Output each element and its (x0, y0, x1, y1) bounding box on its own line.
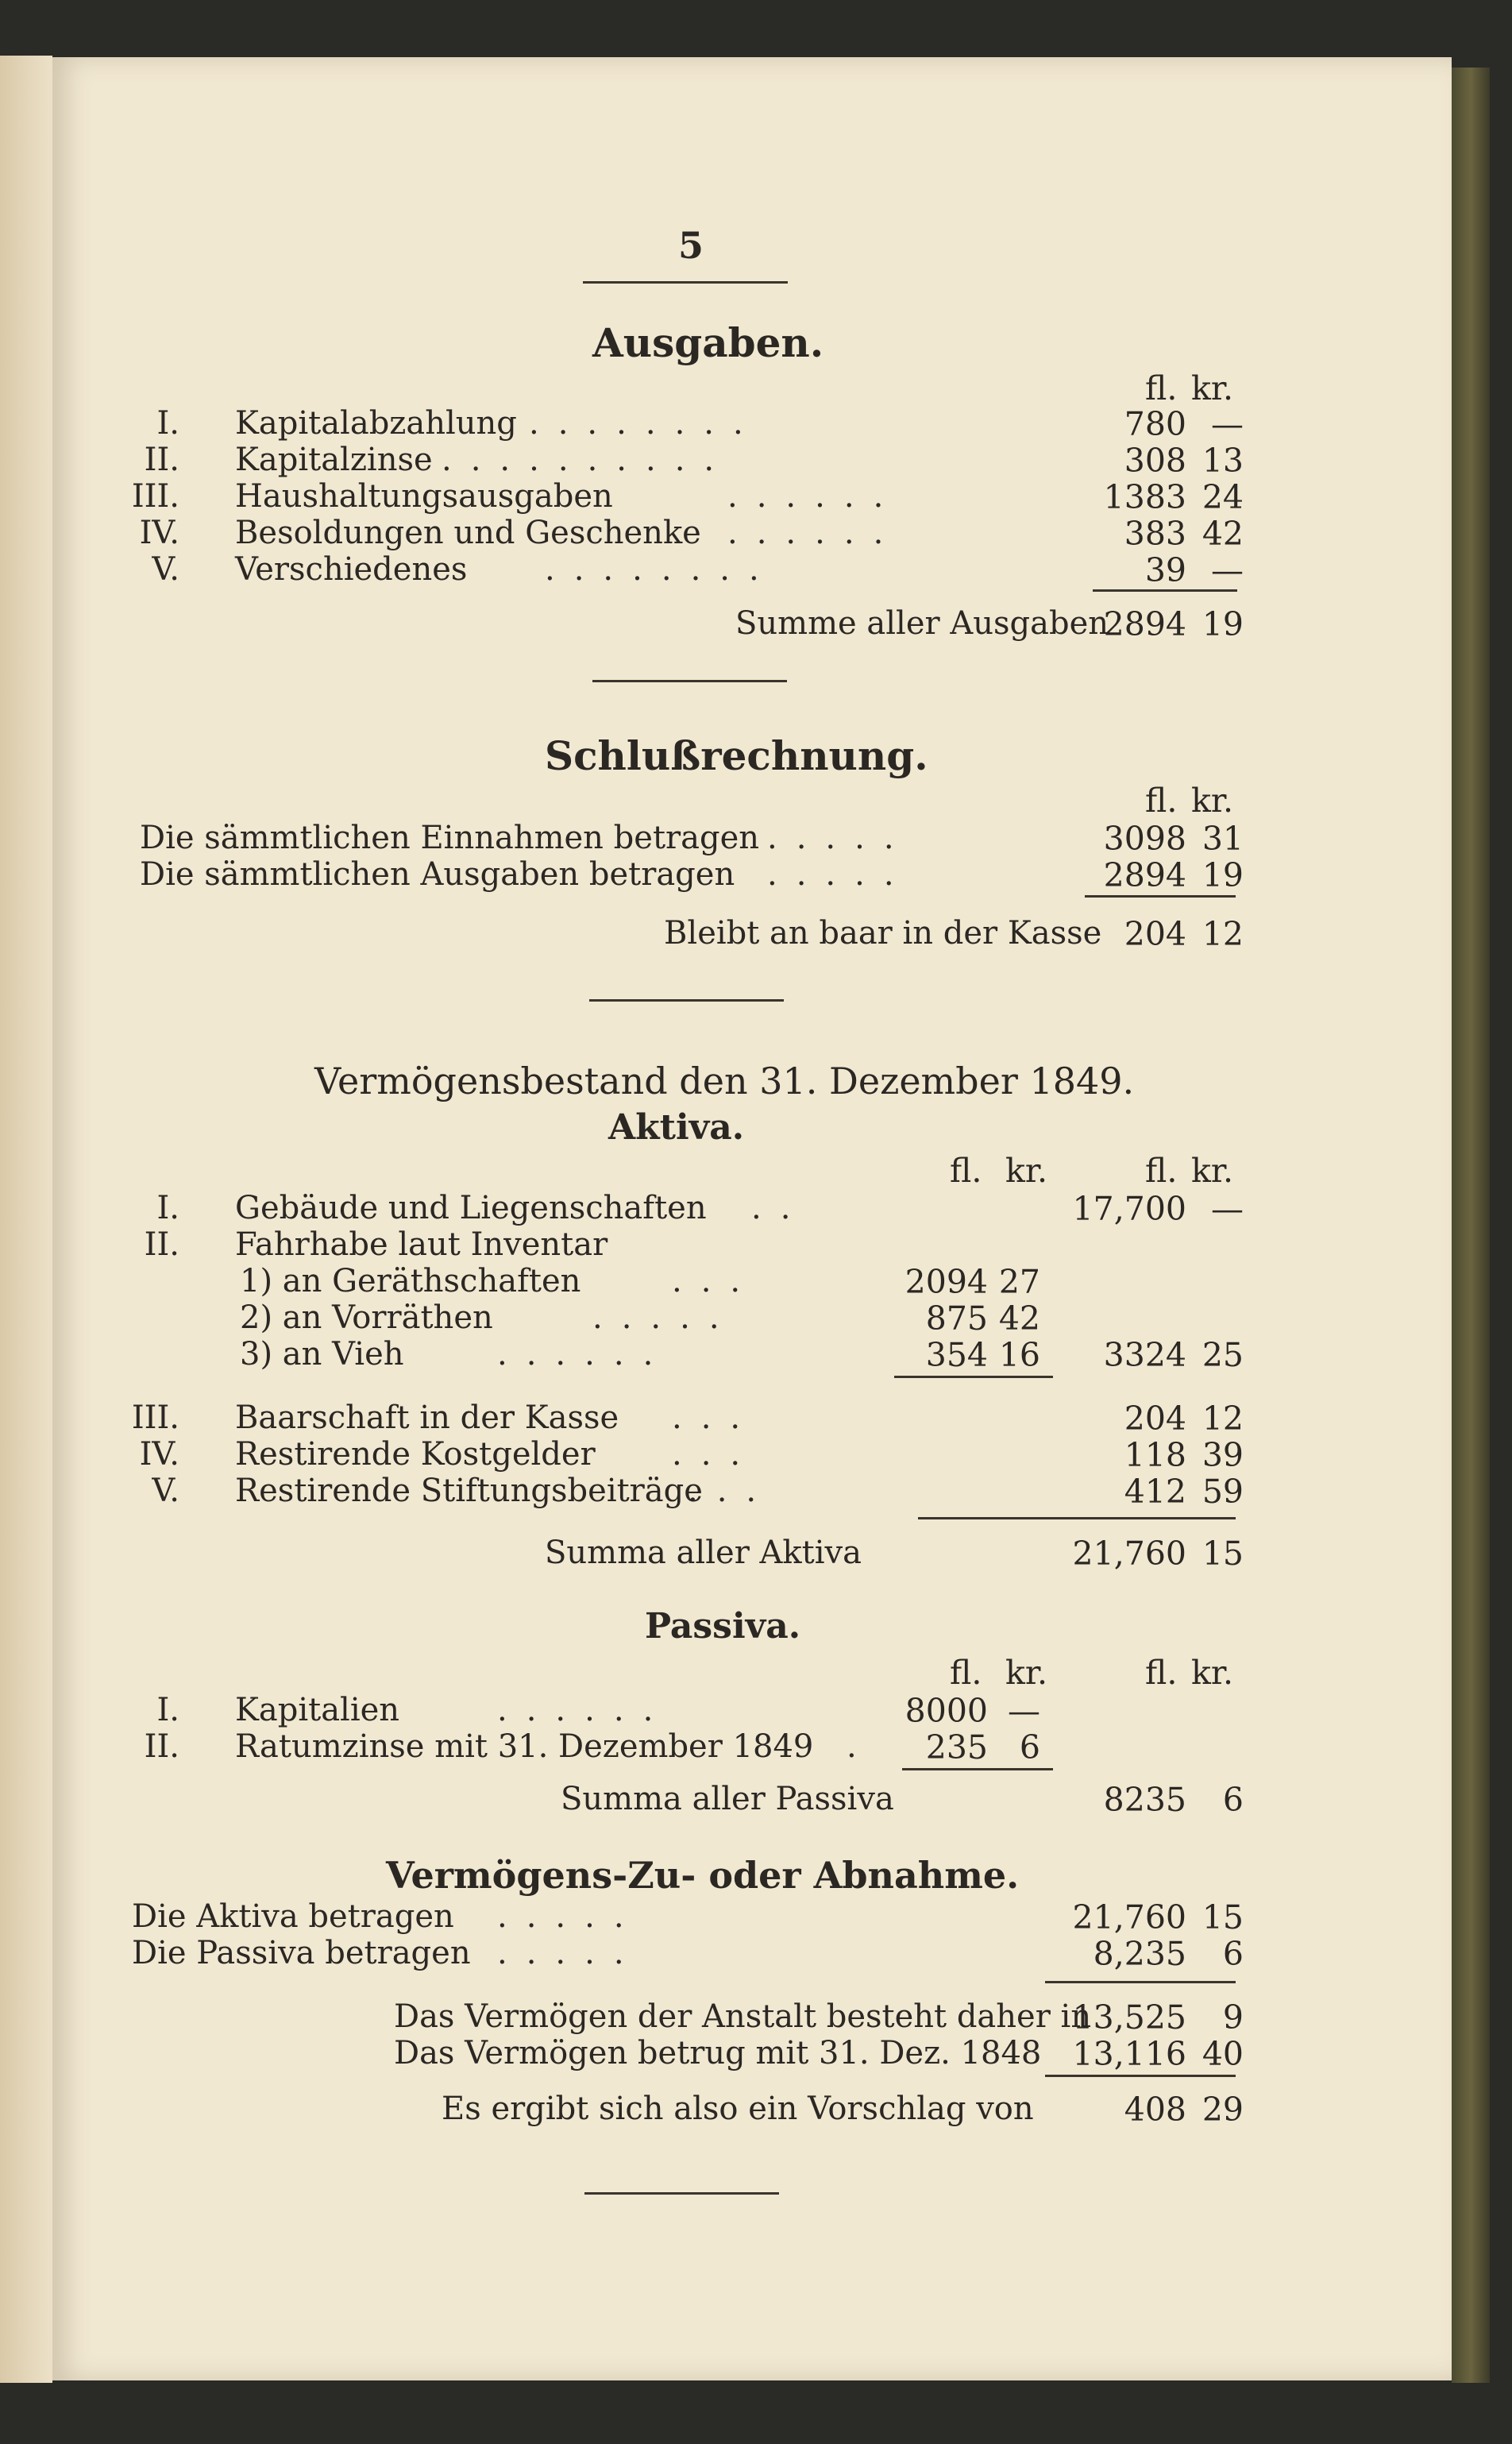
row-label: Kapitalien (235, 1692, 400, 1728)
row-kr: 6 (1222, 1935, 1244, 1973)
row-kr: 42 (1202, 515, 1244, 553)
bleibt-kr: 12 (1202, 915, 1244, 953)
unit-kr: kr. (1191, 782, 1233, 820)
subtotal-fl: 3324 (1103, 1336, 1186, 1374)
page-number: 5 (678, 224, 704, 267)
subtotal-rule (894, 1376, 1053, 1378)
row-num: III. (131, 478, 179, 515)
sum-label: Summe aller Ausgaben (735, 605, 1109, 642)
sum-rule (1085, 895, 1236, 898)
divider (589, 999, 784, 1002)
vermoegen-besteht-label: Das Vermögen der Anstalt besteht daher in (394, 1998, 1092, 2035)
row-label: Ratumzinse mit 31. Dezember 1849 (235, 1728, 814, 1765)
row-kr: — (1211, 405, 1244, 443)
row-kr: — (1211, 551, 1244, 589)
divider (592, 680, 787, 682)
unit-kr: kr. (1191, 1152, 1233, 1190)
row-fl: 13,525 (1072, 1998, 1186, 2037)
row-fl: 204 (1124, 1400, 1186, 1438)
row-label: Die sämmtlichen Einnahmen betragen (140, 820, 760, 856)
leader-dots: .. (751, 1190, 810, 1226)
divider (584, 2192, 779, 2195)
row-num: I. (156, 1190, 179, 1226)
row-fl: 3098 (1103, 820, 1186, 858)
row-kr: 27 (998, 1263, 1040, 1301)
row-fl: 383 (1124, 515, 1186, 553)
sum-rule (1045, 1981, 1236, 1983)
leader-dots: ........ (529, 405, 762, 442)
row-kr: 39 (1202, 1436, 1244, 1474)
sum-rule (1045, 2075, 1236, 2077)
row-kr: 9 (1222, 1998, 1244, 2037)
vorschlag-label: Es ergibt sich also ein Vorschlag von (442, 2091, 1034, 2127)
row-num: V. (152, 551, 179, 588)
bleibt-fl: 204 (1124, 915, 1186, 953)
row-fl: 412 (1124, 1473, 1186, 1511)
row-label: 3) an Vieh (240, 1336, 404, 1373)
sum-rule (1093, 589, 1237, 592)
leader-dots: ... (672, 1400, 760, 1436)
subtotal-kr: 25 (1202, 1336, 1244, 1374)
row-kr: 29 (1202, 2091, 1244, 2129)
unit-kr: kr. (1005, 1654, 1047, 1692)
row-label: Die sämmtlichen Ausgaben betragen (140, 856, 735, 893)
row-fl: 13,116 (1072, 2035, 1186, 2073)
book-page (52, 57, 1452, 2380)
sum-rule (918, 1517, 1236, 1519)
row-num: III. (131, 1400, 179, 1436)
leader-dots: ..... (497, 1898, 643, 1935)
row-fl: 2094 (904, 1263, 988, 1301)
row-kr: 19 (1202, 856, 1244, 894)
leader-dots: ...... (497, 1336, 673, 1373)
row-label: Verschiedenes (235, 551, 468, 588)
row-label: Haushaltungsausgaben (235, 478, 613, 515)
leader-dots: ...... (727, 478, 903, 515)
row-fl: 21,760 (1072, 1898, 1186, 1936)
leader-dots: ..... (592, 1299, 739, 1336)
leader-dots: ... (672, 1263, 760, 1299)
row-label: Kapitalzinse (235, 442, 433, 478)
row-label: Restirende Kostgelder (235, 1436, 596, 1473)
row-kr: 40 (1202, 2035, 1244, 2073)
row-kr: 13 (1202, 442, 1244, 480)
row-fl: 118 (1124, 1436, 1186, 1474)
row-num: II. (144, 442, 179, 478)
row-label: Die Passiva betragen (132, 1935, 471, 1971)
sum-fl: 8235 (1103, 1781, 1186, 1819)
row-fl: 780 (1124, 405, 1186, 443)
row-fl: 8000 (904, 1692, 988, 1730)
leader-dots: ..... (767, 820, 913, 856)
leader-dots: ...... (727, 515, 903, 551)
section-title-vermoegens-zu-abnahme: Vermögens-Zu- oder Abnahme. (386, 1854, 1020, 1897)
row-num: I. (156, 405, 179, 442)
unit-fl: fl. (1145, 1654, 1178, 1692)
bleibt-label: Bleibt an baar in der Kasse (664, 915, 1102, 952)
section-title-schlussrechnung: Schlußrechnung. (545, 732, 928, 779)
row-fl: 408 (1124, 2091, 1186, 2129)
book-spine (1452, 68, 1490, 2383)
row-label: Besoldungen und Geschenke (235, 515, 701, 551)
unit-fl: fl. (950, 1152, 982, 1190)
row-kr: 42 (998, 1299, 1040, 1338)
unit-kr: kr. (1191, 1654, 1233, 1692)
section-title-vermoegensbestand: Vermögensbestand den 31. Dezember 1849. (314, 1060, 1135, 1102)
subsection-title-aktiva: Aktiva. (608, 1107, 745, 1148)
leader-dots: ........ (545, 551, 778, 588)
leader-dots: ... (672, 1436, 760, 1473)
row-num: I. (156, 1692, 179, 1728)
unit-kr: kr. (1005, 1152, 1047, 1190)
sum-kr: 6 (1222, 1781, 1244, 1819)
row-num: II. (144, 1728, 179, 1765)
leader-dots: .......... (442, 442, 734, 478)
row-fl: 235 (925, 1728, 988, 1766)
row-kr: 59 (1202, 1473, 1244, 1511)
unit-fl: fl. (1145, 1152, 1178, 1190)
leader-dots: ...... (497, 1692, 673, 1728)
vermoegen-1848-label: Das Vermögen betrug mit 31. Dez. 1848 (394, 2035, 1042, 2071)
row-label: Baarschaft in der Kasse (235, 1400, 619, 1436)
leader-dots: ..... (497, 1935, 643, 1971)
row-kr: — (1008, 1692, 1040, 1730)
row-kr: 15 (1202, 1898, 1244, 1936)
sum-kr: 15 (1202, 1535, 1244, 1573)
row-kr: — (1211, 1190, 1244, 1228)
row-kr: 16 (998, 1336, 1040, 1374)
row-label: Fahrhabe laut Inventar (235, 1226, 608, 1263)
row-label: 2) an Vorräthen (240, 1299, 493, 1336)
row-label: Gebäude und Liegenschaften (235, 1190, 707, 1226)
row-kr: 6 (1019, 1728, 1040, 1766)
row-label: Restirende Stiftungsbeiträge (235, 1473, 703, 1509)
sum-rule (902, 1768, 1053, 1770)
row-kr: 24 (1202, 478, 1244, 516)
section-title-ausgaben: Ausgaben. (592, 319, 824, 366)
row-fl: 354 (925, 1336, 988, 1374)
facing-page-edge (0, 56, 52, 2383)
row-num: IV. (139, 515, 179, 551)
row-fl: 308 (1124, 442, 1186, 480)
row-fl: 1383 (1103, 478, 1186, 516)
unit-fl: fl. (1145, 369, 1178, 407)
sum-fl: 2894 (1103, 605, 1186, 643)
sum-fl: 21,760 (1072, 1535, 1186, 1573)
row-kr: 31 (1202, 820, 1244, 858)
row-fl: 39 (1144, 551, 1186, 589)
row-num: II. (144, 1226, 179, 1263)
sum-kr: 19 (1202, 605, 1244, 643)
row-fl: 17,700 (1072, 1190, 1186, 1228)
row-kr: 12 (1202, 1400, 1244, 1438)
unit-kr: kr. (1191, 369, 1233, 407)
unit-fl: fl. (1145, 782, 1178, 820)
row-num: IV. (139, 1436, 179, 1473)
unit-fl: fl. (950, 1654, 982, 1692)
leader-dots: ..... (767, 856, 913, 893)
divider (583, 281, 788, 284)
row-fl: 2894 (1103, 856, 1186, 894)
row-label: Die Aktiva betragen (132, 1898, 454, 1935)
subsection-title-passiva: Passiva. (645, 1606, 801, 1647)
row-fl: 875 (925, 1299, 988, 1338)
sum-label: Summa aller Passiva (561, 1781, 894, 1817)
row-label: Kapitalabzahlung (235, 405, 517, 442)
row-num: V. (152, 1473, 179, 1509)
leader-dots: ... (688, 1473, 776, 1509)
sum-label: Summa aller Aktiva (545, 1535, 862, 1571)
row-label: 1) an Geräthschaften (240, 1263, 581, 1299)
leader-dots: . (847, 1728, 876, 1765)
row-fl: 8,235 (1093, 1935, 1186, 1973)
